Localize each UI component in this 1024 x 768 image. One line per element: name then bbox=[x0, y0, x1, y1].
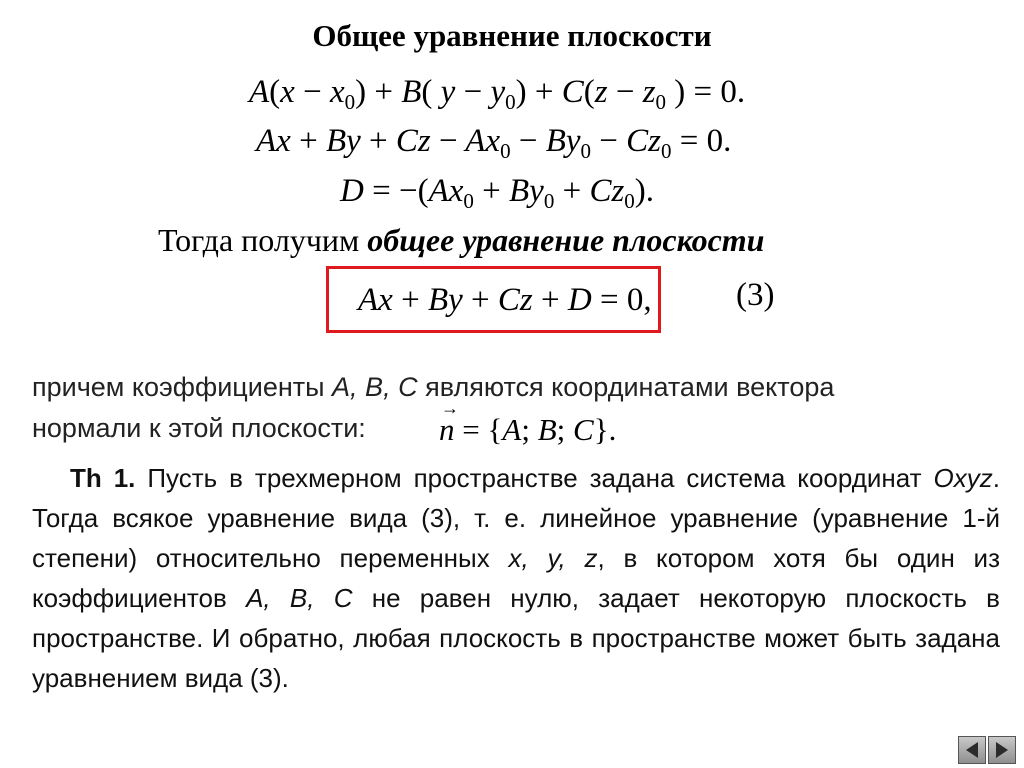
normal-text-3: нормали к этой плоскости: bbox=[32, 413, 366, 443]
theorem-vars: x, y, z bbox=[508, 543, 598, 573]
intro-line bbox=[158, 222, 764, 259]
normal-text-1: причем коэффициенты bbox=[32, 372, 325, 402]
theorem-coefs: A, B, C bbox=[246, 583, 353, 613]
theorem-label: Th 1. bbox=[70, 463, 136, 493]
arrow-left-icon bbox=[959, 737, 985, 763]
theorem-text-3: , в котором хотя бы один из коэффициентов bbox=[32, 543, 1000, 613]
theorem-oxyz: Oxyz bbox=[933, 463, 993, 493]
theorem-text-1: Пусть в трехмерном пространстве задана система координат bbox=[147, 463, 922, 493]
theorem-text-2: . Тогда всякое уравнение вида (3), т. е. линейное уравнение (уравнение 1-й степени) относительно переменных bbox=[32, 463, 1001, 573]
normal-text-2: являются координатами вектора bbox=[425, 372, 835, 402]
normal-line-1 bbox=[32, 372, 834, 403]
equation-point-normal: $A(x - x_0) + B$( $y - y_0) + C(z - z_0$ ) = 0. bbox=[249, 74, 746, 114]
normal-vector-equation: n → = {A; B; C}. bbox=[439, 398, 617, 447]
prev-slide-button[interactable] bbox=[958, 736, 986, 764]
equation-number: (3) bbox=[736, 277, 775, 313]
intro-emphasis: общее уравнение плоскости bbox=[367, 222, 765, 258]
arrow-right-icon bbox=[989, 737, 1015, 763]
page-title: Общее уравнение плоскости bbox=[312, 18, 712, 53]
normal-line-2 bbox=[32, 413, 366, 444]
theorem-text-4: не равен нулю, задает некоторую плоскость в пространстве. И обратно, любая плоскость в пространстве может быть задана уравнением вида (3). bbox=[32, 583, 1000, 693]
equation-expanded: $Ax + By + Cz - Ax_0 - By_0 - Cz_0 = 0$. bbox=[256, 123, 732, 163]
theorem-paragraph bbox=[32, 458, 1000, 698]
general-equation: Ax + By + Cz + D = 0, bbox=[358, 282, 652, 318]
normal-coefs: A, B, C bbox=[332, 372, 418, 402]
next-slide-button[interactable] bbox=[988, 736, 1016, 764]
equation-d-definition: $D = -(Ax_0 + By_0 + Cz_0)$. bbox=[340, 173, 655, 213]
intro-text: Тогда получим bbox=[158, 222, 360, 258]
